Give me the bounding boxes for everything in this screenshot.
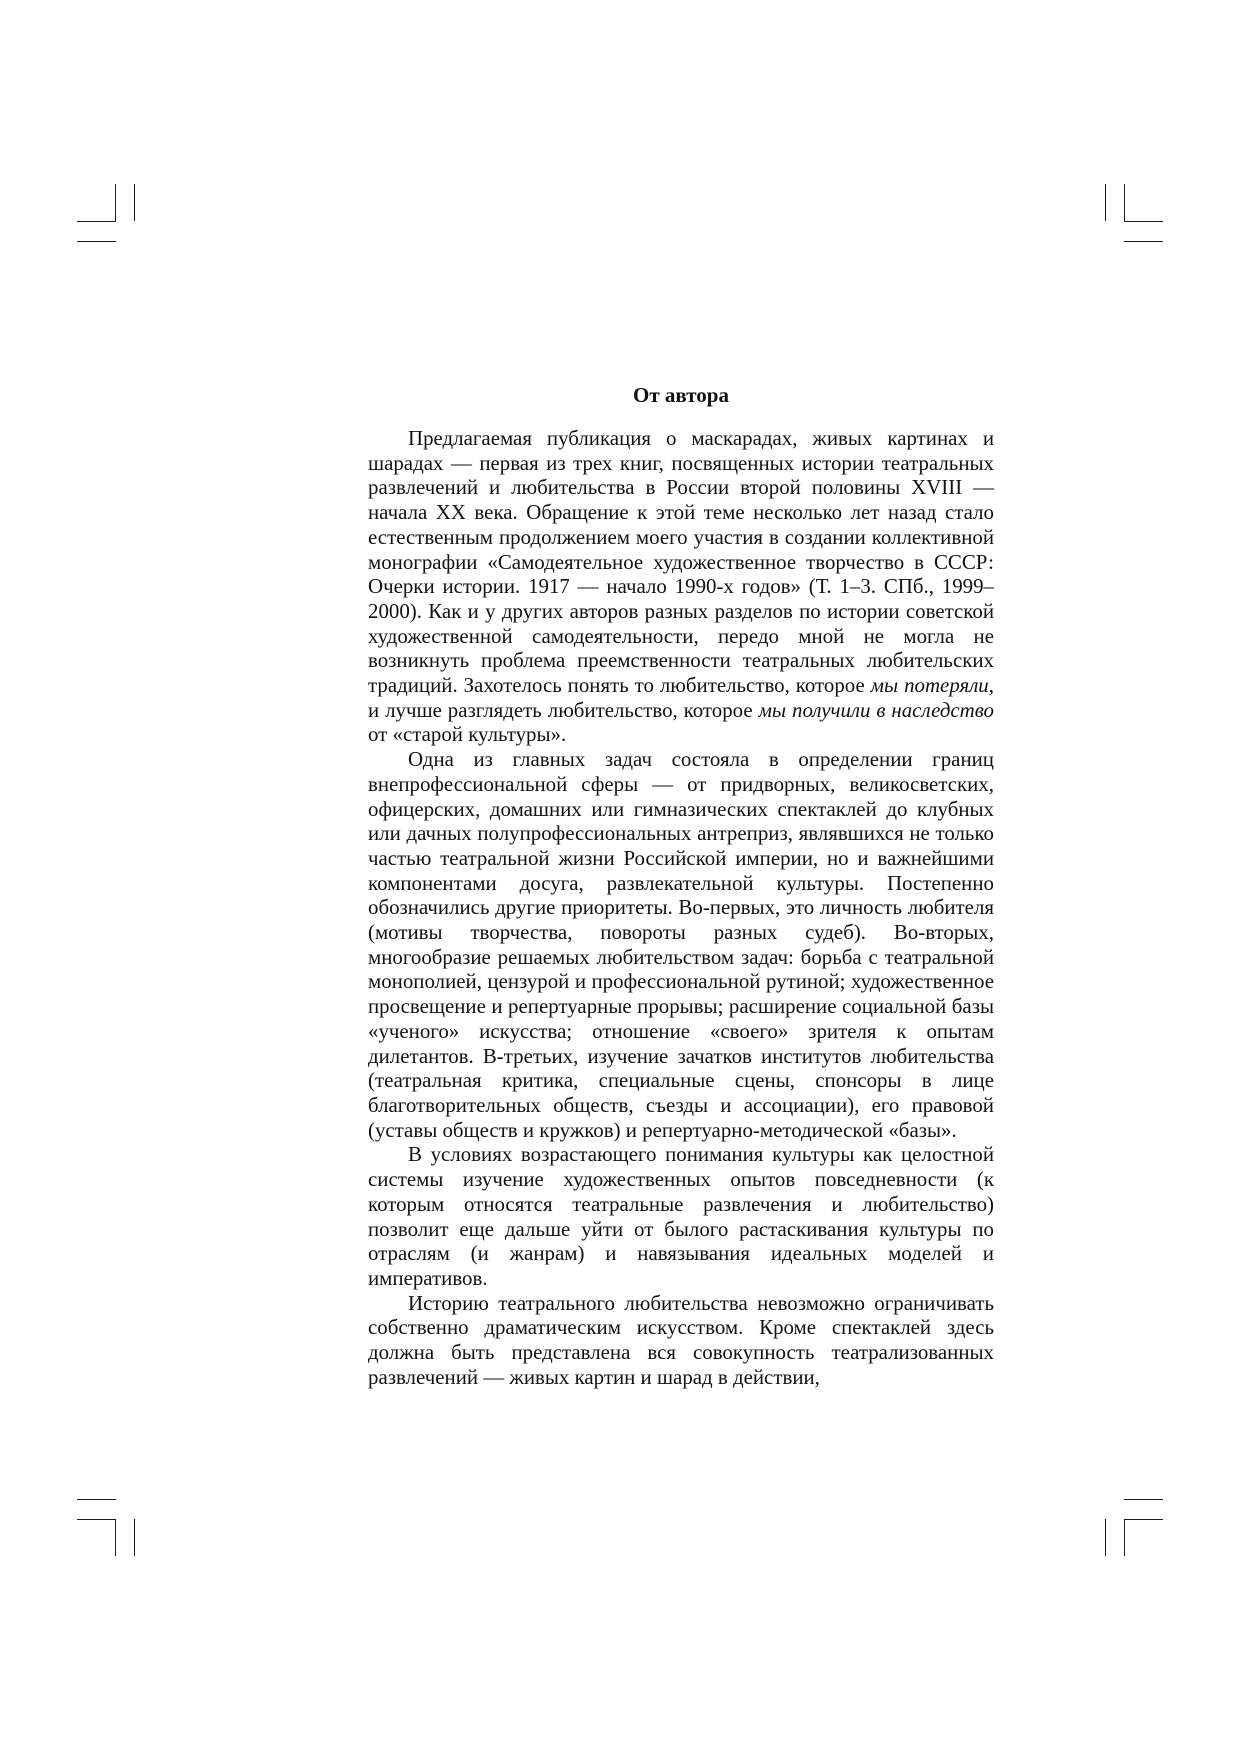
body-text: [368, 426, 994, 1389]
paragraph: [368, 1142, 994, 1290]
text-segment: от «старой культуры».: [368, 722, 567, 747]
text-segment: Предлагаемая публикация о маскарадах, живых картинах и шарадах — первая из трех книг, посвященных истории театральных развлечений и любительства в России второй половины XVIII — начала XX века. Обращение к этой теме несколько лет назад стало естественным продолжением моего участия в создании коллективной монографии «Самодеятельное художественное творчество в СССР: Очерки истории. 1917 — начало 1990-х годов» (Т. 1–3. СПб., 1999–2000). Как и у других авторов разных разделов по истории советской художественной самодеятельности, передо мной не могла не возникнуть проблема преемственности театральных любительских традиций. Захотелось понять то любительство, которое: [368, 426, 994, 698]
page-title: От автора: [633, 383, 729, 407]
paragraph: [368, 747, 994, 1142]
crop-mark-bottom-left-horizontal-2: [77, 1519, 116, 1520]
crop-mark-bottom-right-horizontal-2: [1124, 1519, 1163, 1520]
crop-mark-top-left-vertical-2: [134, 184, 135, 221]
paragraph: [368, 426, 994, 747]
crop-mark-bottom-right-vertical-1: [1105, 1519, 1106, 1556]
italic-text-segment: мы потеряли: [870, 673, 989, 698]
crop-mark-top-right-horizontal-2: [1124, 241, 1163, 242]
crop-mark-top-left-horizontal-2: [77, 241, 116, 242]
crop-mark-top-right-vertical-1: [1105, 184, 1106, 221]
crop-mark-bottom-left-vertical-2: [134, 1519, 135, 1556]
text-segment: Историю театрального любительства невозможно ограничивать собственно драматическим искусством. Кроме спектаклей здесь должна быть представлена вся совокупность театрализованных развлечений — живых картин и шарад в действии,: [368, 1290, 994, 1389]
text-segment: В условиях возрастающего понимания культуры как целостной системы изучение художественных опытов повседневности (к которым относятся театральные развлечения и любительство) позволит еще дальше уйти от былого растаскивания культуры по отраслям (и жанрам) и навязывания идеальных моделей и императивов.: [368, 1142, 994, 1290]
italic-text-segment: мы получили в наследство: [758, 697, 994, 722]
crop-mark-bottom-left-horizontal-1: [77, 1499, 116, 1500]
crop-mark-top-right-vertical-2: [1124, 184, 1125, 221]
crop-mark-top-left-horizontal-1: [77, 221, 116, 222]
crop-mark-top-left-vertical-1: [115, 184, 116, 221]
text-segment: , и лучше разглядеть любительство, которое: [368, 673, 994, 722]
paragraph: [368, 1291, 994, 1390]
crop-mark-bottom-right-vertical-2: [1124, 1519, 1125, 1556]
crop-mark-bottom-right-horizontal-1: [1124, 1499, 1163, 1500]
crop-mark-top-right-horizontal-1: [1124, 221, 1163, 222]
crop-mark-bottom-left-vertical-1: [115, 1519, 116, 1556]
text-segment: Одна из главных задач состояла в определении границ внепрофессиональной сферы — от придворных, великосветских, офицерских, домашних или гимназических спектаклей до клубных или дачных полупрофессиональных антреприз, являвшихся не только частью театральной жизни Российской империи, но и важнейшими компонентами досуга, развлекательной культуры. Постепенно обозначились другие приоритеты. Во-первых, это личность любителя (мотивы творчества, повороты разных судеб). Во-вторых, многообразие решаемых любительством задач: борьба с театральной монополией, цензурой и профессиональной рутиной; художественное просвещение и репертуарные прорывы; расширение социальной базы «ученого» искусства; отношение «своего» зрителя к опытам дилетантов. В-третьих, изучение зачатков институтов любительства (театральная критика, специальные сцены, спонсоры в лице благотворительных обществ, съезды и ассоциации), его правовой (уставы обществ и кружков) и репертуарно-методической «базы».: [368, 747, 994, 1142]
